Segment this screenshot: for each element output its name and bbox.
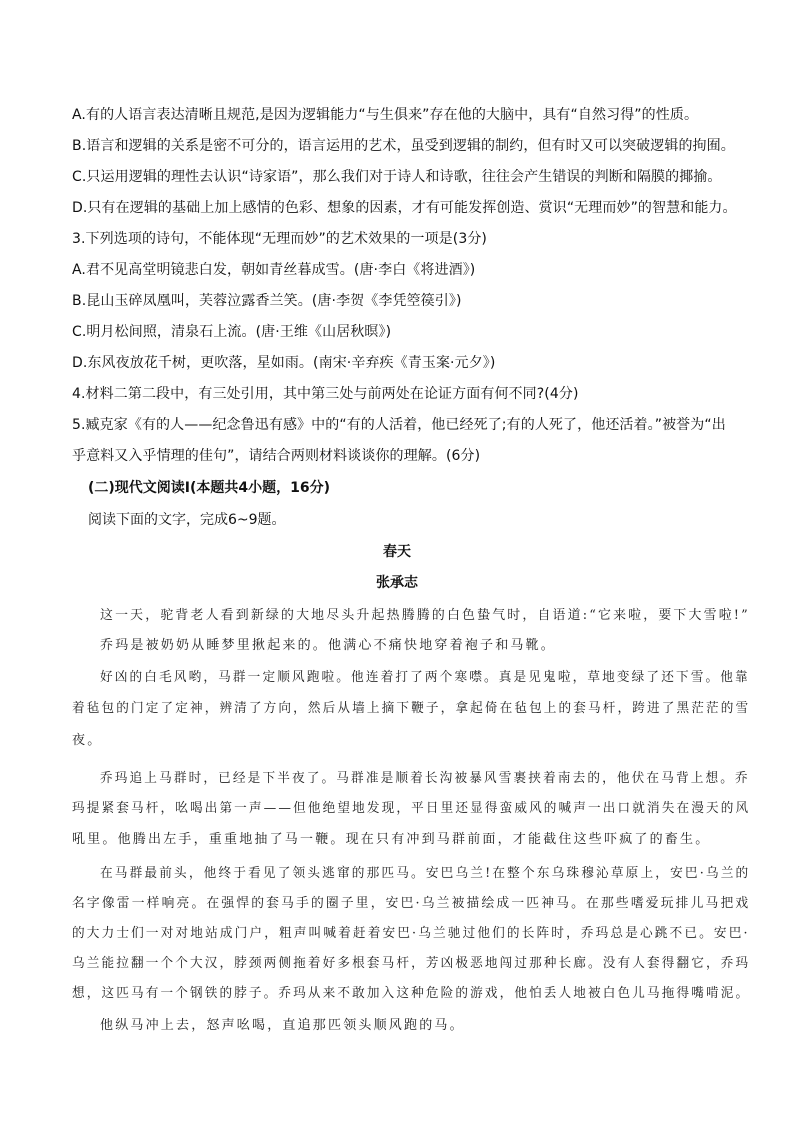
section-instruction: 阅读下面的文字，完成6~9题。: [88, 512, 286, 528]
passage-line: 夜。: [72, 733, 103, 748]
passage-line: 乌兰能拉翻一个个大汉，脖颈两侧拖着好多根套马杆，芳凶极恶地闯过那种长廊。没有人套得翻它，乔玛: [72, 956, 751, 971]
passage-line: 着毡包的门定了定神，辨清了方向，然后从墙上摘下鞭子，拿起倚在毡包上的套马杆，跨进了黑茫茫的雪: [72, 701, 751, 716]
q5-stem-line1: 5.臧克家《有的人——纪念鲁迅有感》中的“有的人活着，他已经死了;有的人死了，他还活着。”被誉为“出: [72, 417, 726, 433]
passage-author: 张承志: [376, 575, 418, 591]
q3-option-d: D.东风夜放花千树，更吹落，星如雨。(南宋·辛弃疾《青玉案·元夕》): [72, 355, 496, 371]
q5-stem-line2: 乎意料又入乎情理的佳句”，请结合两则材料谈谈你的理解。(6分): [72, 448, 481, 464]
passage-line: 名字像雷一样响亮。在强悍的套马手的圈子里，安巴·乌兰被描绘成一匹神马。在那些嗜爱玩排儿马把戏: [72, 896, 751, 911]
passage-line: 想，这匹马有一个钢铁的脖子。乔玛从来不敢加入这种危险的游戏，他怕丢人地被白色儿马拖得嘴啃泥。: [72, 986, 751, 1001]
q2-option-d: D.只有在逻辑的基础上加上感情的色彩、想象的因素，才有可能发挥创造、赏识“无理而妙”的智慧和能力。: [72, 200, 737, 216]
q2-option-c: C.只运用逻辑的理性去认识“诗家语”，那么我们对于诗人和诗歌，往往会产生错误的判断和隔膜的揶揄。: [72, 169, 722, 185]
passage-line: 的大力士们一对对地站成门户，粗声叫喊着赶着安巴·乌兰驰过他们的长阵时，乔玛总是心跳不已。安巴·: [72, 926, 750, 941]
section-heading: (二)现代文阅读Ⅰ(本题共4小题，16分): [88, 480, 331, 496]
passage-title: 春天: [383, 544, 411, 560]
passage-line: 吼里。他腾出左手，重重地抽了马一鞭。现在只有冲到马群前面，才能截住这些吓疯了的畜生。: [72, 832, 711, 847]
q4-stem: 4.材料二第二段中，有三处引用，其中第三处与前两处在论证方面有何不同?(4分): [72, 386, 579, 402]
q3-option-a: A.君不见高堂明镜悲白发，朝如青丝暮成雪。(唐·李白《将进酒》): [72, 262, 476, 278]
passage-line: 他纵马冲上去，怒声吆喝，直追那匹领头顺风跑的马。: [100, 1018, 465, 1033]
passage-line: 乔玛是被奶奶从睡梦里揪起来的。他满心不痛快地穿着袍子和马靴。: [100, 638, 557, 653]
passage-line: 玛提紧套马杆，吆喝出第一声——但他绝望地发现，平日里还显得蛮威风的喊声一出口就消失在漫天的风: [72, 801, 751, 816]
passage-line: 好凶的白毛风哟，马群一定顺风跑啦。他连着打了两个寒噤。真是见鬼啦，草地变绿了还下雪。他靠: [100, 670, 750, 685]
q3-stem: 3.下列选项的诗句，不能体现“无理而妙”的艺术效果的一项是(3分): [72, 231, 487, 247]
q3-option-b: B.昆山玉碎凤凰叫，芙蓉泣露香兰笑。(唐·李贺《李凭箜篌引》): [72, 293, 462, 309]
q2-option-b: B.语言和逻辑的关系是密不可分的，语言运用的艺术，虽受到逻辑的制约，但有时又可以突破逻辑的拘囿。: [72, 138, 735, 154]
passage-line: 乔玛追上马群时，已经是下半夜了。马群准是顺着长沟被暴风雪裹挟着南去的，他伏在马背上想。乔: [100, 771, 750, 786]
q2-option-a: A.有的人语言表达清晰且规范,是因为逻辑能力“与生俱来”存在他的大脑中，具有“自然习得”的性质。: [72, 107, 699, 123]
passage-line: 这一天，驼背老人看到新绿的大地尽头升起热腾腾的白色蛰气时，自语道:“它来啦，要下大雪啦!”: [100, 608, 750, 623]
passage-line: 在马群最前头，他终于看见了领头逃窜的那匹马。安巴乌兰!在整个东乌珠穆沁草原上，安巴·乌兰的: [100, 866, 751, 881]
q3-option-c: C.明月松间照，清泉石上流。(唐·王维《山居秋暝》): [72, 324, 392, 340]
